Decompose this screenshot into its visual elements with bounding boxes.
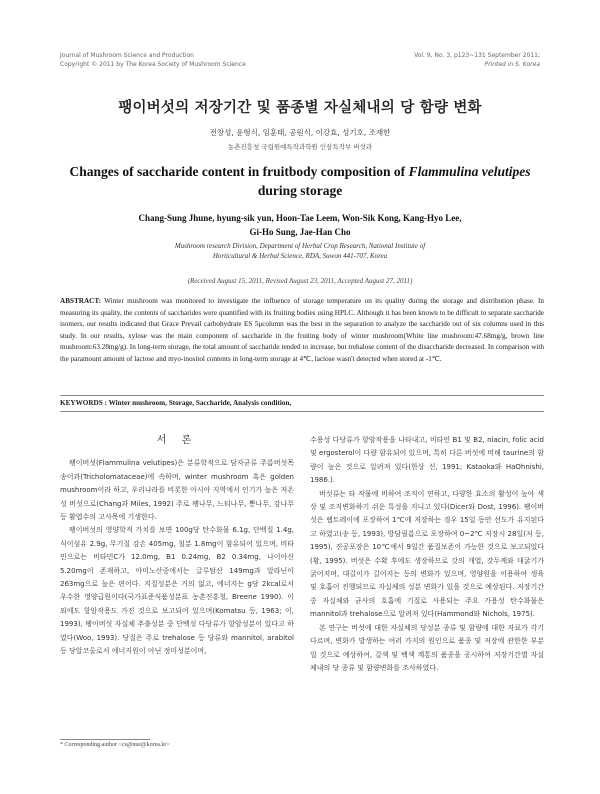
paragraph: 팽이버섯(Flammulina velutipes)은 분류학적으로 담자균류 주름버섯목 송이과(Tricholomataceae)에 속하며, winter mushroom 혹은 golden mushroom이라 하고, 우리나라를 비롯한 아시아 지역에서 인기가 높은 저온성 버섯으로(Chang과 Miles, 1992) 주로 팽나무, 느티나무, 뽕나무, 감나무 등 활엽수의 고사목에 기생한다.	[60, 459, 294, 522]
keywords: KEYWORDS : Winter mushroom, Storage, Saccharide, Analysis condition,	[60, 399, 292, 407]
corresponding-author-footnote: * Corresponding author <cs@nue@korea.kr>	[60, 742, 170, 748]
abstract	[60, 296, 544, 365]
english-title: Changes of saccharide content in fruitbody composition of Flammulina velutipes during storage	[69, 164, 531, 198]
printed-line: Printed in S. Korea	[484, 60, 540, 68]
received-dates: (Received August 15, 2011, Revised August 23, 2011, Accepted August 27, 2011)	[187, 277, 413, 285]
section-heading: 서 론	[156, 435, 198, 446]
species-name: Flammulina velutipes	[408, 164, 531, 179]
authors-line-2: Gi-Ho Sung, Jae-Han Cho	[249, 227, 351, 237]
authors-line-1: Chang-Sung Jhune, hyung-sik yun, Hoon-Tae Leem, Won-Sik Kong, Kang-Hyo Lee,	[138, 213, 462, 223]
paragraph: 버섯류는 타 작물에 비하여 조직이 연하고, 다양한 효소의 활성이 높아 색상 및 조직변화하기 쉬운 특성을 지니고 있다(Dicer와 Dost, 1996). 팽이버섯은 랩트레이에 포장하여 1℃에 저장하는 경우 15일 동안 선도가 유지된다고 하였고(송 등, 1993), 방담필름으로 포장하여 0~2℃ 저장시 28일(저 등, 1995), 진공포장은 10℃에서 9일간 품질보존이 가능한 것으로 보고되었다(황, 1995). 버섯은 수확 후에도 생장하므로 갓의 개열, 갓두께와 대굵기가 굵어지며, 대길이가 길어지는 등의 변화가 있으며, 영양원을 이용하여 생육 및 호흡이 진행되므로 자실체의 성분 변화가 있을 것으로 예상된다. 저장기간 중 자실체와 균사의 호흡에 기질로 사용되는 주요 가용성 탄수화물은 mannitol과 trehalose으로 알려져 있다(Hammond와 Nichols, 1975).	[310, 489, 544, 619]
keywords-bottom-rule	[60, 411, 544, 412]
body-column-right	[310, 434, 544, 675]
korean-authors: 전창성, 윤형식, 임훈태, 공원식, 이강효, 성기호, 조재한	[209, 128, 391, 137]
body-column-left	[60, 434, 294, 659]
footnote-rule	[60, 739, 150, 740]
abstract-label: ABSTRACT:	[60, 297, 102, 305]
issue-header	[414, 52, 540, 69]
english-affiliation	[130, 241, 470, 261]
korean-affiliation: 농촌진흥청 국립원예특작과학원 인삼특작부 버섯과	[227, 143, 373, 151]
journal-header	[60, 52, 246, 69]
paragraph: 본 연구는 버섯에 대한 자실체의 당성분 종류 및 함량에 대한 자료가 각기 다르며, 변화가 발생하는 여러 가지의 원인으로 품종 및 저장에 관한한 부분일 것으로 예상하여, 갈색 및 백색 계통의 품종을 공시하여 저장기간별 자실체내의 당 종류 및 함량변화를 조사하였다.	[310, 623, 544, 672]
paragraph: 수용성 다당류가 항암작용을 나타내고, 비타민 B1 및 B2, niacin, folic acid 및 ergosterol이 다량 함유되어 있으며, 특히 다른 버섯에 비해 taurine의 함량이 높은 것으로 알려져 있다(한상 신, 1991; Kataoka와 HaOhnishi, 1986.).	[310, 436, 544, 485]
affiliation-line-2: Horticultural & Herbal Science, RDA, Suwon 441-707, Korea	[212, 252, 388, 260]
keywords-top-rule	[60, 395, 544, 396]
affiliation-line-1: Mushroom research Division, Department of Herbal Crop Research, National Institute of	[174, 242, 426, 250]
abstract-text: Winter mushroom was monitored to investigate the influence of storage temperature on its quality during the storage and distribution phase. In measuring its quality, the contents of saccharides were quantified with its fruiting bodies using HPLC. Although it has been known to be difficult to separate saccharide isomers, our results indicated that Grace Prevail carbohydrate ES 5μcolumn was the best in the separation to analyze the saccharide out of six columns used in this study. In our results, xylose was the main component of saccharide in the fruiting body of winter mushroom(White line mushroom:47.68mg/g, brown line mushroom:63.28mg/g). In long-term storage, the total amount of saccharide tended to increase, but trehalose content of the disaccharide decreased. In comparison with the paramount amount of lactose and myo-inositol contents in long-term storage at 4℃, lactose wasn't detected when stored at -1℃.	[60, 297, 545, 363]
korean-title: 팽이버섯의 저장기간 및 품종별 자실체내의 당 함량 변화	[118, 100, 482, 116]
copyright-line: Copyright © 2011 by The Korea Society of Mushroom Science	[60, 60, 246, 68]
volume-line: Vol. 9, No. 3, p123~131 September 2011;	[414, 52, 540, 59]
journal-name: Journal of Mushroom Science and Production	[60, 52, 194, 59]
paragraph: 팽이버섯의 영양학적 가치를 보면 100g당 탄수화물 6.1g, 단백질 1.4g, 식이섬유 2.9g, 무기질 감손 405mg, 철분 1.8mg이 함유되어 있으며, 비타민으로는 비타민C가 12.0mg, B1 0.24mg, B2 0.34mg, 나이아신 5.20mg이 존재하고, 아미노산중에서는 글루탐산 149mg과 알라닌이 263mg으로 높은 편이다. 지질성분은 거의 없고, 에너지는 g당 2kcal로서 우수한 영양급원이다(국가표준식품성분표 농촌진흥청, Breene 1990). 이 외에도 항암작용도 가진 것으로 보고되어 있으며(Komatsu 등, 1963; 이, 1993), 팽이버섯 자실체 추출성분 중 단백성 다당류가 항암성분이 있다고 하였다(Woo, 1993). 당질은 주로 trehalose 등 당류와 mannitol, arabitol 등 당알코올로서 에너지원이 아닌 정미성분이며,	[60, 526, 294, 656]
english-authors	[70, 211, 530, 239]
